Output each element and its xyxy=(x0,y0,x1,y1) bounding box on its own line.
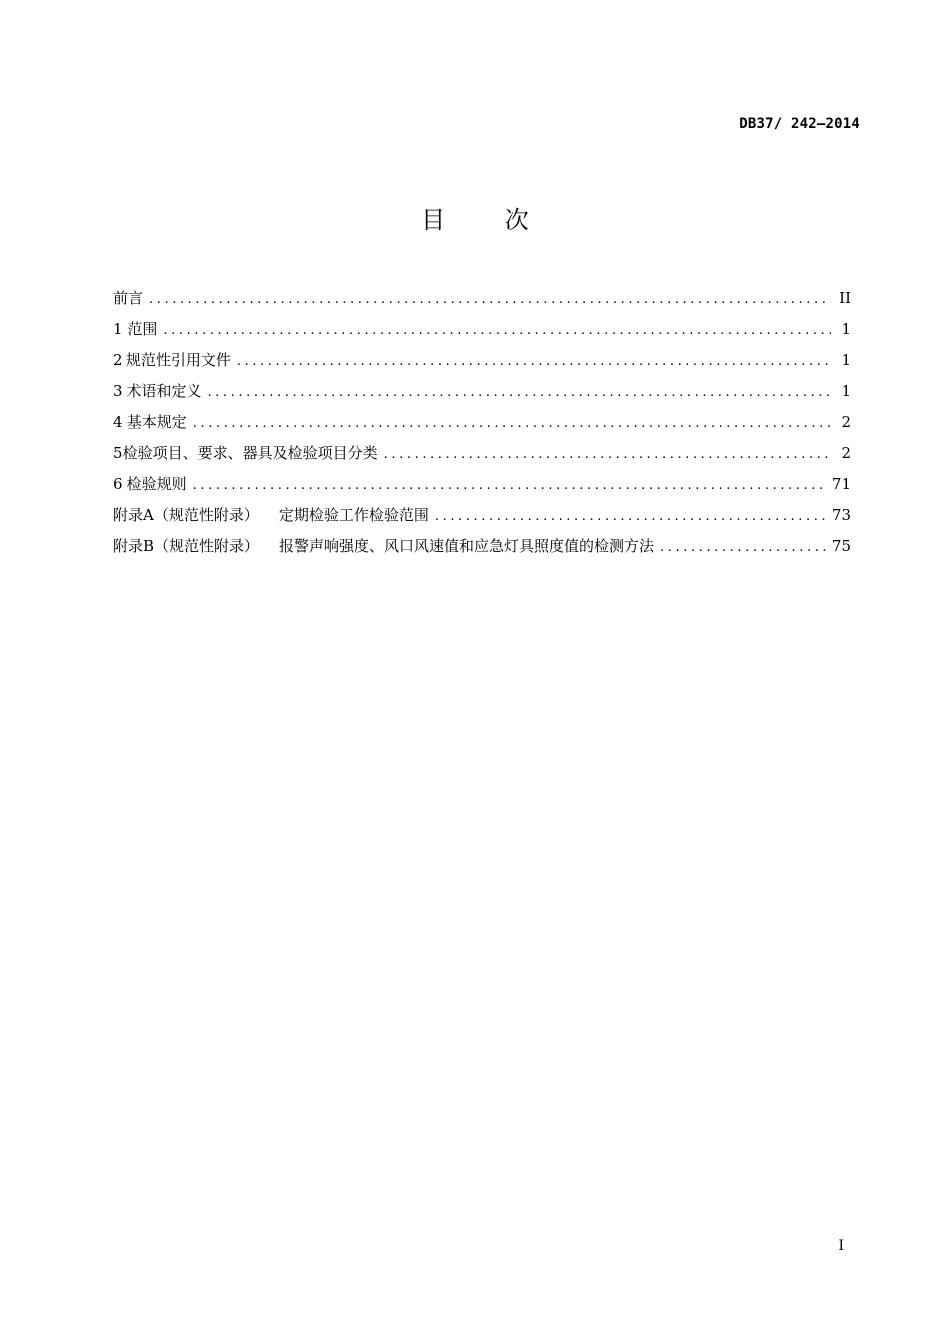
toc-entry-normative-references[interactable] xyxy=(113,349,851,380)
toc-dot-leader xyxy=(384,444,831,466)
toc-entry-page: 71 xyxy=(831,475,851,493)
toc-entry-title: 检验项目、要求、器具及检验项目分类 xyxy=(122,444,378,462)
toc-entry-title: 术语和定义 xyxy=(126,382,202,400)
toc-dot-leader xyxy=(163,320,831,342)
toc-entry-page: 1 xyxy=(841,351,851,369)
toc-entry-title: 报警声响强度、风口风速值和应急灯具照度值的检测方法 xyxy=(279,537,655,555)
toc-entry-appendix-label: 附录B（规范性附录） xyxy=(113,537,260,555)
toc-entry-title: 检验规则 xyxy=(126,475,187,493)
toc-entry-number: 2 xyxy=(113,351,123,369)
toc-entry-title: 前言 xyxy=(113,289,144,307)
toc-entry-title: 规范性引用文件 xyxy=(125,351,231,369)
toc-entry-title: 范围 xyxy=(127,320,158,338)
toc-entry-number: 1 xyxy=(113,320,123,338)
toc-entry-scope[interactable] xyxy=(113,318,851,349)
toc-entry-inspection-rules[interactable] xyxy=(113,473,851,504)
toc-entry-title: 定期检验工作检验范围 xyxy=(278,506,429,524)
toc-dot-leader xyxy=(660,537,826,559)
toc-dot-leader xyxy=(193,475,826,497)
toc-dot-leader xyxy=(149,289,831,311)
page-number: I xyxy=(838,1238,844,1254)
toc-entry-inspection-items[interactable] xyxy=(113,442,851,473)
document-code: DB37/ 242—2014 xyxy=(739,116,860,132)
toc-entry-appendix-label: 附录A（规范性附录） xyxy=(113,506,259,524)
toc-entry-page: 1 xyxy=(841,320,851,338)
toc-entry-basic-provisions[interactable] xyxy=(113,411,851,442)
toc-entry-number: 3 xyxy=(113,382,123,400)
toc-entry-appendix-a[interactable] xyxy=(113,504,851,535)
page-title: 目 次 xyxy=(421,206,555,234)
toc-entry-number: 5 xyxy=(113,444,123,462)
toc-entry-page: II xyxy=(839,289,851,307)
table-of-contents xyxy=(113,287,851,566)
toc-dot-leader xyxy=(435,506,826,528)
toc-entry-page: 1 xyxy=(841,382,851,400)
toc-entry-page: 2 xyxy=(841,413,851,431)
toc-dot-leader xyxy=(193,413,831,435)
toc-entry-foreword[interactable] xyxy=(113,287,851,318)
toc-entry-page: 73 xyxy=(831,506,851,524)
toc-entry-number: 6 xyxy=(113,475,123,493)
toc-entry-title: 基本规定 xyxy=(126,413,187,431)
toc-dot-leader xyxy=(207,382,831,404)
toc-dot-leader xyxy=(237,351,831,373)
toc-entry-appendix-b[interactable] xyxy=(113,535,851,566)
toc-entry-page: 75 xyxy=(831,537,851,555)
toc-entry-terms-definitions[interactable] xyxy=(113,380,851,411)
toc-entry-number: 4 xyxy=(113,413,123,431)
toc-entry-page: 2 xyxy=(841,444,851,462)
